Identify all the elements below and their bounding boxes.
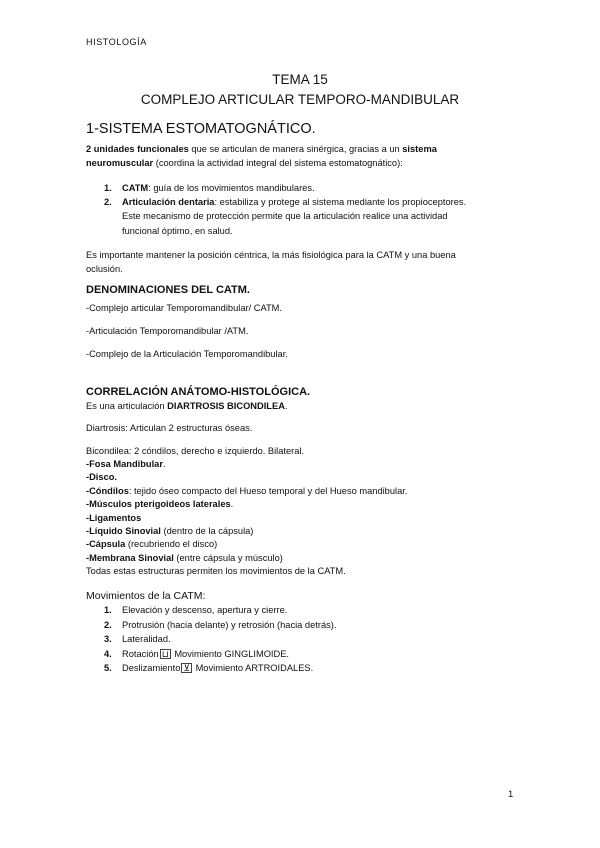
missing-glyph-icon: ⊔	[161, 648, 169, 659]
list-item-number: 2.	[104, 619, 112, 630]
intro-bold-3: neuromuscular	[86, 158, 154, 168]
structures-closing: Todas estas estructuras permiten los movimientos de la CATM.	[86, 566, 346, 577]
structure-item	[86, 525, 516, 538]
page-header: HISTOLOGÍA	[86, 37, 147, 47]
list-item-text: Rotación	[122, 648, 159, 659]
list-item-text: : guía de los movimientos mandibulares.	[148, 183, 315, 193]
section-1-list	[104, 181, 504, 239]
intro-bold-2: sistema	[402, 144, 437, 154]
structure-desc: (entre cápsula y músculo)	[173, 552, 283, 563]
structure-item	[86, 538, 516, 551]
structure-name: -Ligamentos	[86, 512, 142, 523]
list-item-number: 2.	[104, 197, 112, 207]
structure-desc: (dentro de la cápsula)	[160, 526, 254, 537]
list-item	[104, 195, 504, 239]
section-1-heading: 1-SISTEMA ESTOMATOGNÁTICO.	[86, 121, 316, 137]
list-item	[104, 618, 504, 633]
missing-glyph-icon: ⊻	[183, 663, 190, 674]
list-item-text: Deslizamiento	[122, 663, 181, 674]
movimientos-heading: Movimientos de la CATM:	[86, 590, 206, 602]
movimientos-list	[104, 603, 504, 676]
denominacion-line: -Articulación Temporomandibular /ATM.	[86, 326, 249, 336]
correlacion-intro-bold: DIARTROSIS BICONDILEA	[167, 401, 285, 411]
list-item	[104, 647, 504, 662]
denominaciones-heading: DENOMINACIONES DEL CATM.	[86, 284, 250, 296]
structure-item	[86, 512, 516, 525]
denominacion-line: -Complejo articular Temporomandibular/ CATM.	[86, 303, 282, 313]
section-1-closing	[86, 248, 516, 276]
list-item-text: Protrusión (hacia delante) y retrosión (hacia detrás).	[122, 619, 337, 630]
structure-item	[86, 498, 516, 511]
list-item	[104, 661, 504, 676]
structure-item	[86, 552, 516, 565]
structure-name: -Líquido Sinovial	[86, 526, 161, 537]
intro-bold-1: 2 unidades funcionales	[86, 144, 189, 154]
structure-item	[86, 458, 516, 471]
structure-name: -Cóndilos	[86, 485, 129, 496]
list-item	[104, 181, 504, 195]
list-item-text: Movimiento ARTROIDALES.	[192, 663, 314, 674]
correlacion-intro-text: Es una articulación	[86, 401, 168, 411]
list-item-continuation: funcional óptimo, en salud.	[122, 226, 233, 236]
list-item-bold: Articulación dentaria	[122, 197, 215, 207]
list-item-text: Elevación y descenso, apertura y cierre.	[122, 605, 288, 615]
structure-desc: .	[230, 499, 234, 510]
diartrosis-line: Diartrosis: Articulan 2 estructuras óseas.	[86, 423, 253, 433]
structure-name: -Membrana Sinovial	[86, 552, 174, 563]
closing-line-1: Es importante mantener la posición céntrica, la más fisiológica para la CATM y una buena	[86, 250, 456, 260]
structure-item	[86, 471, 516, 484]
structure-name: -Fosa Mandibular	[86, 459, 163, 469]
list-item-continuation: Este mecanismo de protección permite que la articulación realice una actividad	[122, 211, 448, 221]
intro-text-1: que se articulan de manera sinérgica, gracias a un	[188, 144, 403, 154]
structure-name: -Músculos pterigoideos laterales	[86, 499, 231, 510]
structure-name: -Cápsula	[86, 539, 126, 550]
structure-desc: (recubriendo el disco)	[125, 539, 218, 550]
bicondilea-line: Bicondilea: 2 cóndilos, derecho e izquierdo. Bilateral.	[86, 446, 305, 456]
list-item	[104, 632, 504, 647]
list-item-number: 5.	[104, 663, 112, 674]
structure-name: -Disco.	[86, 472, 117, 483]
list-item-text: : estabiliza y protege al sistema mediante los propioceptores.	[214, 197, 467, 207]
title-line-1: TEMA 15	[272, 72, 328, 87]
list-item-text: Lateralidad.	[122, 634, 171, 645]
list-item-number: 1.	[104, 605, 112, 615]
list-item	[104, 603, 504, 618]
section-1-intro	[86, 142, 516, 170]
closing-line-2: oclusión.	[86, 264, 123, 274]
intro-text-2: (coordina la actividad integral del sistema estomatognático):	[153, 158, 403, 168]
list-item-number: 3.	[104, 634, 112, 645]
structure-desc: : tejido óseo compacto del Hueso temporal y del Hueso mandibular.	[128, 485, 408, 496]
denominacion-line: -Complejo de la Articulación Temporomandibular.	[86, 349, 288, 359]
list-item-number: 1.	[104, 183, 112, 193]
list-item-bold: CATM	[122, 183, 149, 193]
structure-item	[86, 485, 516, 498]
list-item-number: 4.	[104, 648, 112, 659]
structure-desc: .	[162, 459, 166, 469]
correlacion-intro	[86, 399, 516, 413]
page-number: 1	[508, 789, 514, 800]
list-item-text: Movimiento GINGLIMOIDE.	[171, 648, 290, 659]
title-line-2: COMPLEJO ARTICULAR TEMPORO-MANDIBULAR	[140, 92, 460, 107]
structures-list	[86, 458, 516, 579]
correlacion-heading: CORRELACIÓN ANÁTOMO-HISTOLÓGICA.	[86, 386, 311, 398]
correlacion-intro-end: .	[284, 401, 288, 411]
